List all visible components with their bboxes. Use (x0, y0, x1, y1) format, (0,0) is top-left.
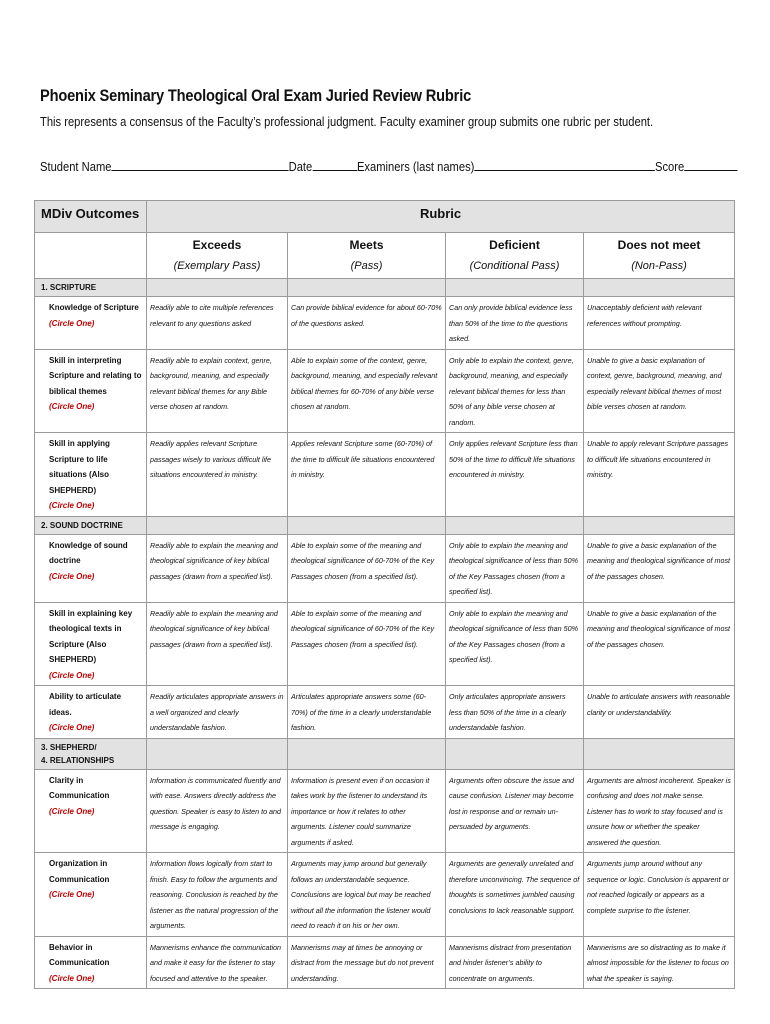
criterion-cell: Skill in explaining key theological texts in Scripture (Also SHEPHERD) (Circle One) (35, 602, 147, 686)
circle-one-label[interactable]: (Circle One) (49, 890, 95, 899)
descriptor-deficient[interactable]: Only applies relevant Scripture less than 50% of the time to difficult life situations encountered in ministry. (446, 433, 584, 517)
student-name-line[interactable] (111, 158, 288, 171)
descriptor-does-not-meet[interactable]: Unacceptably deficient with relevant references without prompting. (584, 297, 735, 350)
circle-one-label[interactable]: (Circle One) (49, 723, 95, 732)
table-row (35, 433, 735, 517)
table-row (35, 686, 735, 739)
table-row (35, 349, 735, 433)
examiners-label: Examiners (last names) (356, 159, 475, 174)
score-line[interactable] (684, 158, 737, 171)
criterion-cell: Clarity in Communication (Circle One) (35, 769, 147, 853)
level-deficient: Deficient (Conditional Pass) (446, 233, 584, 279)
criterion-cell: Organization in Communication (Circle One) (35, 853, 147, 937)
descriptor-meets[interactable]: Can provide biblical evidence for about 60-70% of the questions asked. (288, 297, 446, 350)
descriptor-deficient[interactable]: Only articulates appropriate answers less than 50% of the time in a clearly understandable fashion. (446, 686, 584, 739)
criterion-cell: Knowledge of sound doctrine (Circle One) (35, 534, 147, 602)
descriptor-exceeds[interactable]: Information flows logically from start to finish. Easy to follow the arguments and reasoning. Conclusion is reached by the listener as the natural progression of the arguments. (147, 853, 288, 937)
table-row (35, 769, 735, 853)
circle-one-label[interactable]: (Circle One) (49, 973, 95, 983)
student-info-fields (40, 158, 685, 174)
descriptor-meets[interactable]: Able to explain some of the meaning and theological significance of 60-70% of the Key Passages chosen (from a specified list). (288, 602, 446, 686)
circle-one-label[interactable]: (Circle One) (49, 571, 95, 581)
table-row (35, 936, 735, 989)
section-header-shepherd-relationships (35, 738, 735, 769)
level-meets: Meets (Pass) (288, 233, 446, 279)
page-title: Phoenix Seminary Theological Oral Exam Juried Review Rubric (40, 86, 472, 105)
descriptor-exceeds[interactable]: Information is communicated fluently and with ease. Answers directly address the question. Speaker is easy to listen to and message is engaging. (147, 769, 288, 853)
criterion-cell: Knowledge of Scripture (Circle One) (35, 297, 147, 350)
descriptor-does-not-meet[interactable]: Unable to articulate answers with reasonable clarity or understandability. (584, 686, 735, 739)
descriptor-does-not-meet[interactable]: Arguments are almost incoherent. Speaker is confusing and does not make sense. Listener has to work to stay focused and is unsure how or whether the speaker answered the question. (584, 769, 735, 853)
descriptor-exceeds[interactable]: Readily able to cite multiple references relevant to any questions asked (147, 297, 288, 350)
descriptor-meets[interactable]: Applies relevant Scripture some (60-70%) of the time to difficult life situations encountered in ministry. (288, 433, 446, 517)
levels-row-spacer (35, 233, 147, 279)
section-header-sound-doctrine (35, 516, 735, 534)
descriptor-deficient[interactable]: Mannerisms distract from presentation and hinder listener’s ability to concentrate on arguments. (446, 936, 584, 989)
descriptor-meets[interactable]: Mannerisms may at times be annoying or distract from the message but do not prevent understanding. (288, 936, 446, 989)
descriptor-deficient[interactable]: Only able to explain the meaning and theological significance of less than 50% of the Key Passages chosen (from a specified list). (446, 602, 584, 686)
page-subtitle: This represents a consensus of the Faculty’s professional judgment. Faculty examiner group submits one rubric per student. (40, 114, 654, 129)
criterion-cell: Skill in applying Scripture to life situations (Also SHEPHERD) (Circle One) (35, 433, 147, 517)
descriptor-meets[interactable]: Arguments may jump around but generally follows an understandable sequence. Conclusions are logical but may be reached without all the information the listener would need to reach it on his or her own. (288, 853, 446, 937)
descriptor-meets[interactable]: Able to explain some of the context, genre, background, meaning, and especially relevant biblical themes for 60-70% of any bible verse chosen at random. (288, 349, 446, 433)
descriptor-deficient[interactable]: Arguments are generally unrelated and therefore unconvincing. The sequence of thoughts is sometimes jumbled causing conclusions to lack reasonable support. (446, 853, 584, 937)
level-does-not-meet: Does not meet (Non-Pass) (584, 233, 735, 279)
level-exceeds: Exceeds (Exemplary Pass) (147, 233, 288, 279)
outcomes-header: MDiv Outcomes (35, 201, 147, 233)
descriptor-exceeds[interactable]: Readily able to explain the meaning and theological significance of key biblical passages (drawn from a specified list). (147, 602, 288, 686)
table-row (35, 853, 735, 937)
descriptor-meets[interactable]: Articulates appropriate answers some (60-70%) of the time in a clearly understandable fashion. (288, 686, 446, 739)
section-title: 2. SOUND DOCTRINE (35, 516, 147, 534)
score-label: Score (655, 159, 685, 174)
circle-one-label[interactable]: (Circle One) (49, 670, 95, 680)
date-label: Date (288, 159, 313, 174)
rubric-header: Rubric (147, 201, 735, 233)
descriptor-deficient[interactable]: Can only provide biblical evidence less than 50% of the time to the questions asked. (446, 297, 584, 350)
section-title: 3. SHEPHERD/ 4. RELATIONSHIPS (35, 738, 147, 769)
descriptor-does-not-meet[interactable]: Unable to give a basic explanation of context, genre, background, meaning, and especially relevant biblical themes of most bible verses chosen at random. (584, 349, 735, 433)
student-name-label: Student Name (40, 159, 112, 174)
descriptor-deficient[interactable]: Only able to explain the meaning and theological significance of less than 50% of the Key Passages chosen (from a specified list). (446, 534, 584, 602)
descriptor-deficient[interactable]: Only able to explain the context, genre, background, meaning, and especially relevant biblical themes for less than 50% of any bible verse chosen at random. (446, 349, 584, 433)
criterion-cell: Skill in interpreting Scripture and relating to biblical themes (Circle One) (35, 349, 147, 433)
levels-row (35, 233, 735, 279)
section-title: 1. SCRIPTURE (35, 279, 147, 297)
criterion-cell: Behavior in Communication (Circle One) (35, 936, 147, 989)
descriptor-does-not-meet[interactable]: Unable to apply relevant Scripture passages to difficult life situations encountered in ministry. (584, 433, 735, 517)
rubric-table (34, 200, 735, 989)
table-header-row (35, 201, 735, 233)
circle-one-label[interactable]: (Circle One) (49, 402, 95, 411)
descriptor-does-not-meet[interactable]: Arguments jump around without any sequence or logic. Conclusion is apparent or not reached logically or appears as a complete surprise to the listener. (584, 853, 735, 937)
descriptor-exceeds[interactable]: Readily articulates appropriate answers in a well organized and clearly understandable fashion. (147, 686, 288, 739)
descriptor-meets[interactable]: Information is present even if on occasion it takes work by the listener to understand its importance or how it relates to other arguments. Listener could summarize arguments if asked. (288, 769, 446, 853)
descriptor-exceeds[interactable]: Readily able to explain context, genre, background, meaning, and especially relevant biblical themes for any Bible verse chosen at random. (147, 349, 288, 433)
descriptor-does-not-meet[interactable]: Unable to give a basic explanation of the meaning and theological significance of most of the passages chosen. (584, 602, 735, 686)
criterion-cell: Ability to articulate ideas. (Circle One) (35, 686, 147, 739)
descriptor-does-not-meet[interactable]: Mannerisms are so distracting as to make it almost impossible for the listener to focus on what the speaker is saying. (584, 936, 735, 989)
circle-one-label[interactable]: (Circle One) (49, 501, 95, 510)
descriptor-exceeds[interactable]: Readily applies relevant Scripture passages wisely to various difficult life situations encountered in ministry. (147, 433, 288, 517)
table-row (35, 534, 735, 602)
descriptor-does-not-meet[interactable]: Unable to give a basic explanation of the meaning and theological significance of most of the passages chosen. (584, 534, 735, 602)
section-header-scripture (35, 279, 735, 297)
table-row (35, 602, 735, 686)
descriptor-exceeds[interactable]: Readily able to explain the meaning and theological significance of key biblical passages (drawn from a specified list). (147, 534, 288, 602)
examiners-line[interactable] (474, 158, 655, 171)
descriptor-exceeds[interactable]: Mannerisms enhance the communication and make it easy for the listener to stay focused and attentive to the speaker. (147, 936, 288, 989)
circle-one-label[interactable]: (Circle One) (49, 806, 95, 816)
date-line[interactable] (312, 158, 357, 171)
descriptor-deficient[interactable]: Arguments often obscure the issue and cause confusion. Listener may become lost in response and or remain un-persuaded by arguments. (446, 769, 584, 853)
circle-one-label[interactable]: (Circle One) (49, 318, 95, 328)
table-row (35, 297, 735, 350)
descriptor-meets[interactable]: Able to explain some of the meaning and theological significance of 60-70% of the Key Passages chosen (from a specified list). (288, 534, 446, 602)
